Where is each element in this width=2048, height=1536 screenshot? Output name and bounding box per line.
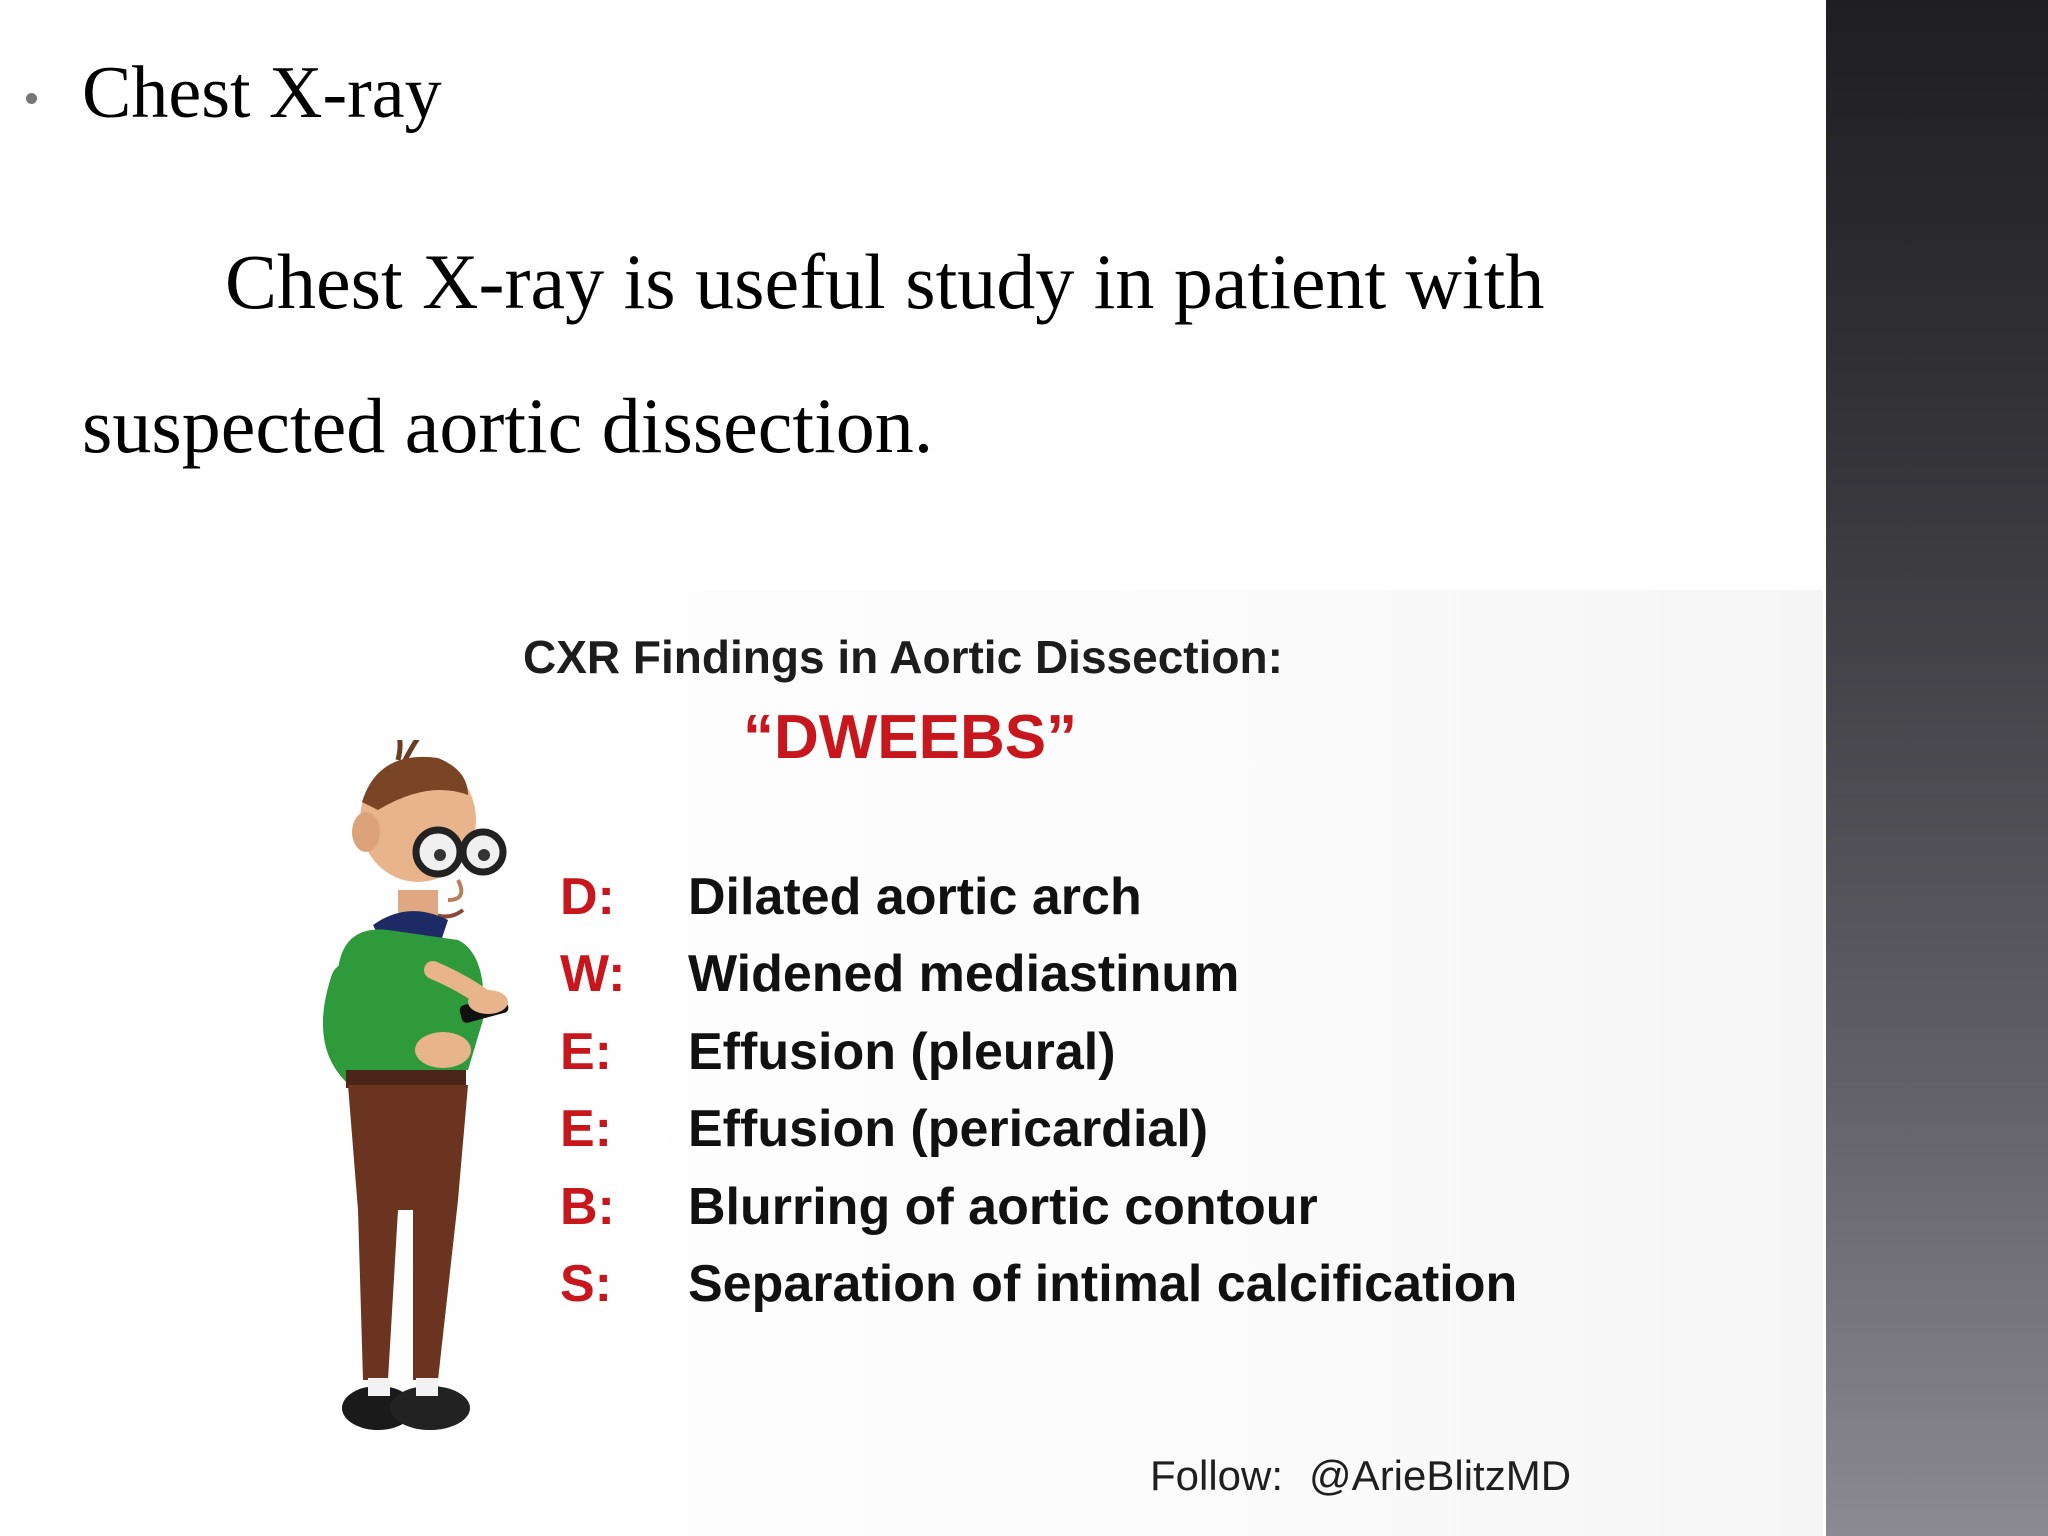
finding-item [560, 1091, 1517, 1169]
paragraph-line-2: suspected aortic dissection. [82, 382, 934, 469]
finding-text: Effusion (pleural) [688, 1022, 1116, 1081]
findings-list [560, 858, 1517, 1323]
slide-heading: Chest X-ray [82, 52, 442, 134]
finding-letter: B: [560, 1177, 615, 1236]
finding-item [560, 1013, 1517, 1091]
finding-item [560, 936, 1517, 1014]
finding-text: Effusion (pericardial) [688, 1100, 1209, 1159]
finding-text: Widened mediastinum [688, 945, 1240, 1004]
bullet-icon [26, 93, 37, 104]
finding-letter: E: [560, 1022, 612, 1081]
decorative-side-bar [1826, 0, 2048, 1536]
finding-item [560, 1168, 1517, 1246]
cartoon-character-illustration [318, 740, 553, 1510]
paragraph-line-1: Chest X-ray is useful study in patient with [225, 238, 1545, 325]
finding-text: Blurring of aortic contour [688, 1177, 1318, 1236]
finding-letter: S: [560, 1255, 612, 1314]
body-paragraph [82, 210, 1642, 498]
finding-item [560, 858, 1517, 936]
finding-text: Separation of intimal calcification [688, 1255, 1518, 1314]
figure-acronym: “DWEEBS” [743, 703, 1078, 772]
finding-item [560, 1246, 1517, 1324]
follow-label: Follow: [1150, 1452, 1284, 1499]
finding-text: Dilated aortic arch [688, 867, 1142, 926]
finding-letter: D: [560, 867, 615, 926]
finding-letter: W: [560, 945, 626, 1004]
finding-letter: E: [560, 1100, 612, 1159]
follow-handle: @ArieBlitzMD [1309, 1452, 1572, 1499]
dweebs-figure [318, 590, 1823, 1536]
follow-credit [1150, 1452, 1571, 1500]
figure-title: CXR Findings in Aortic Dissection: [523, 631, 1283, 683]
